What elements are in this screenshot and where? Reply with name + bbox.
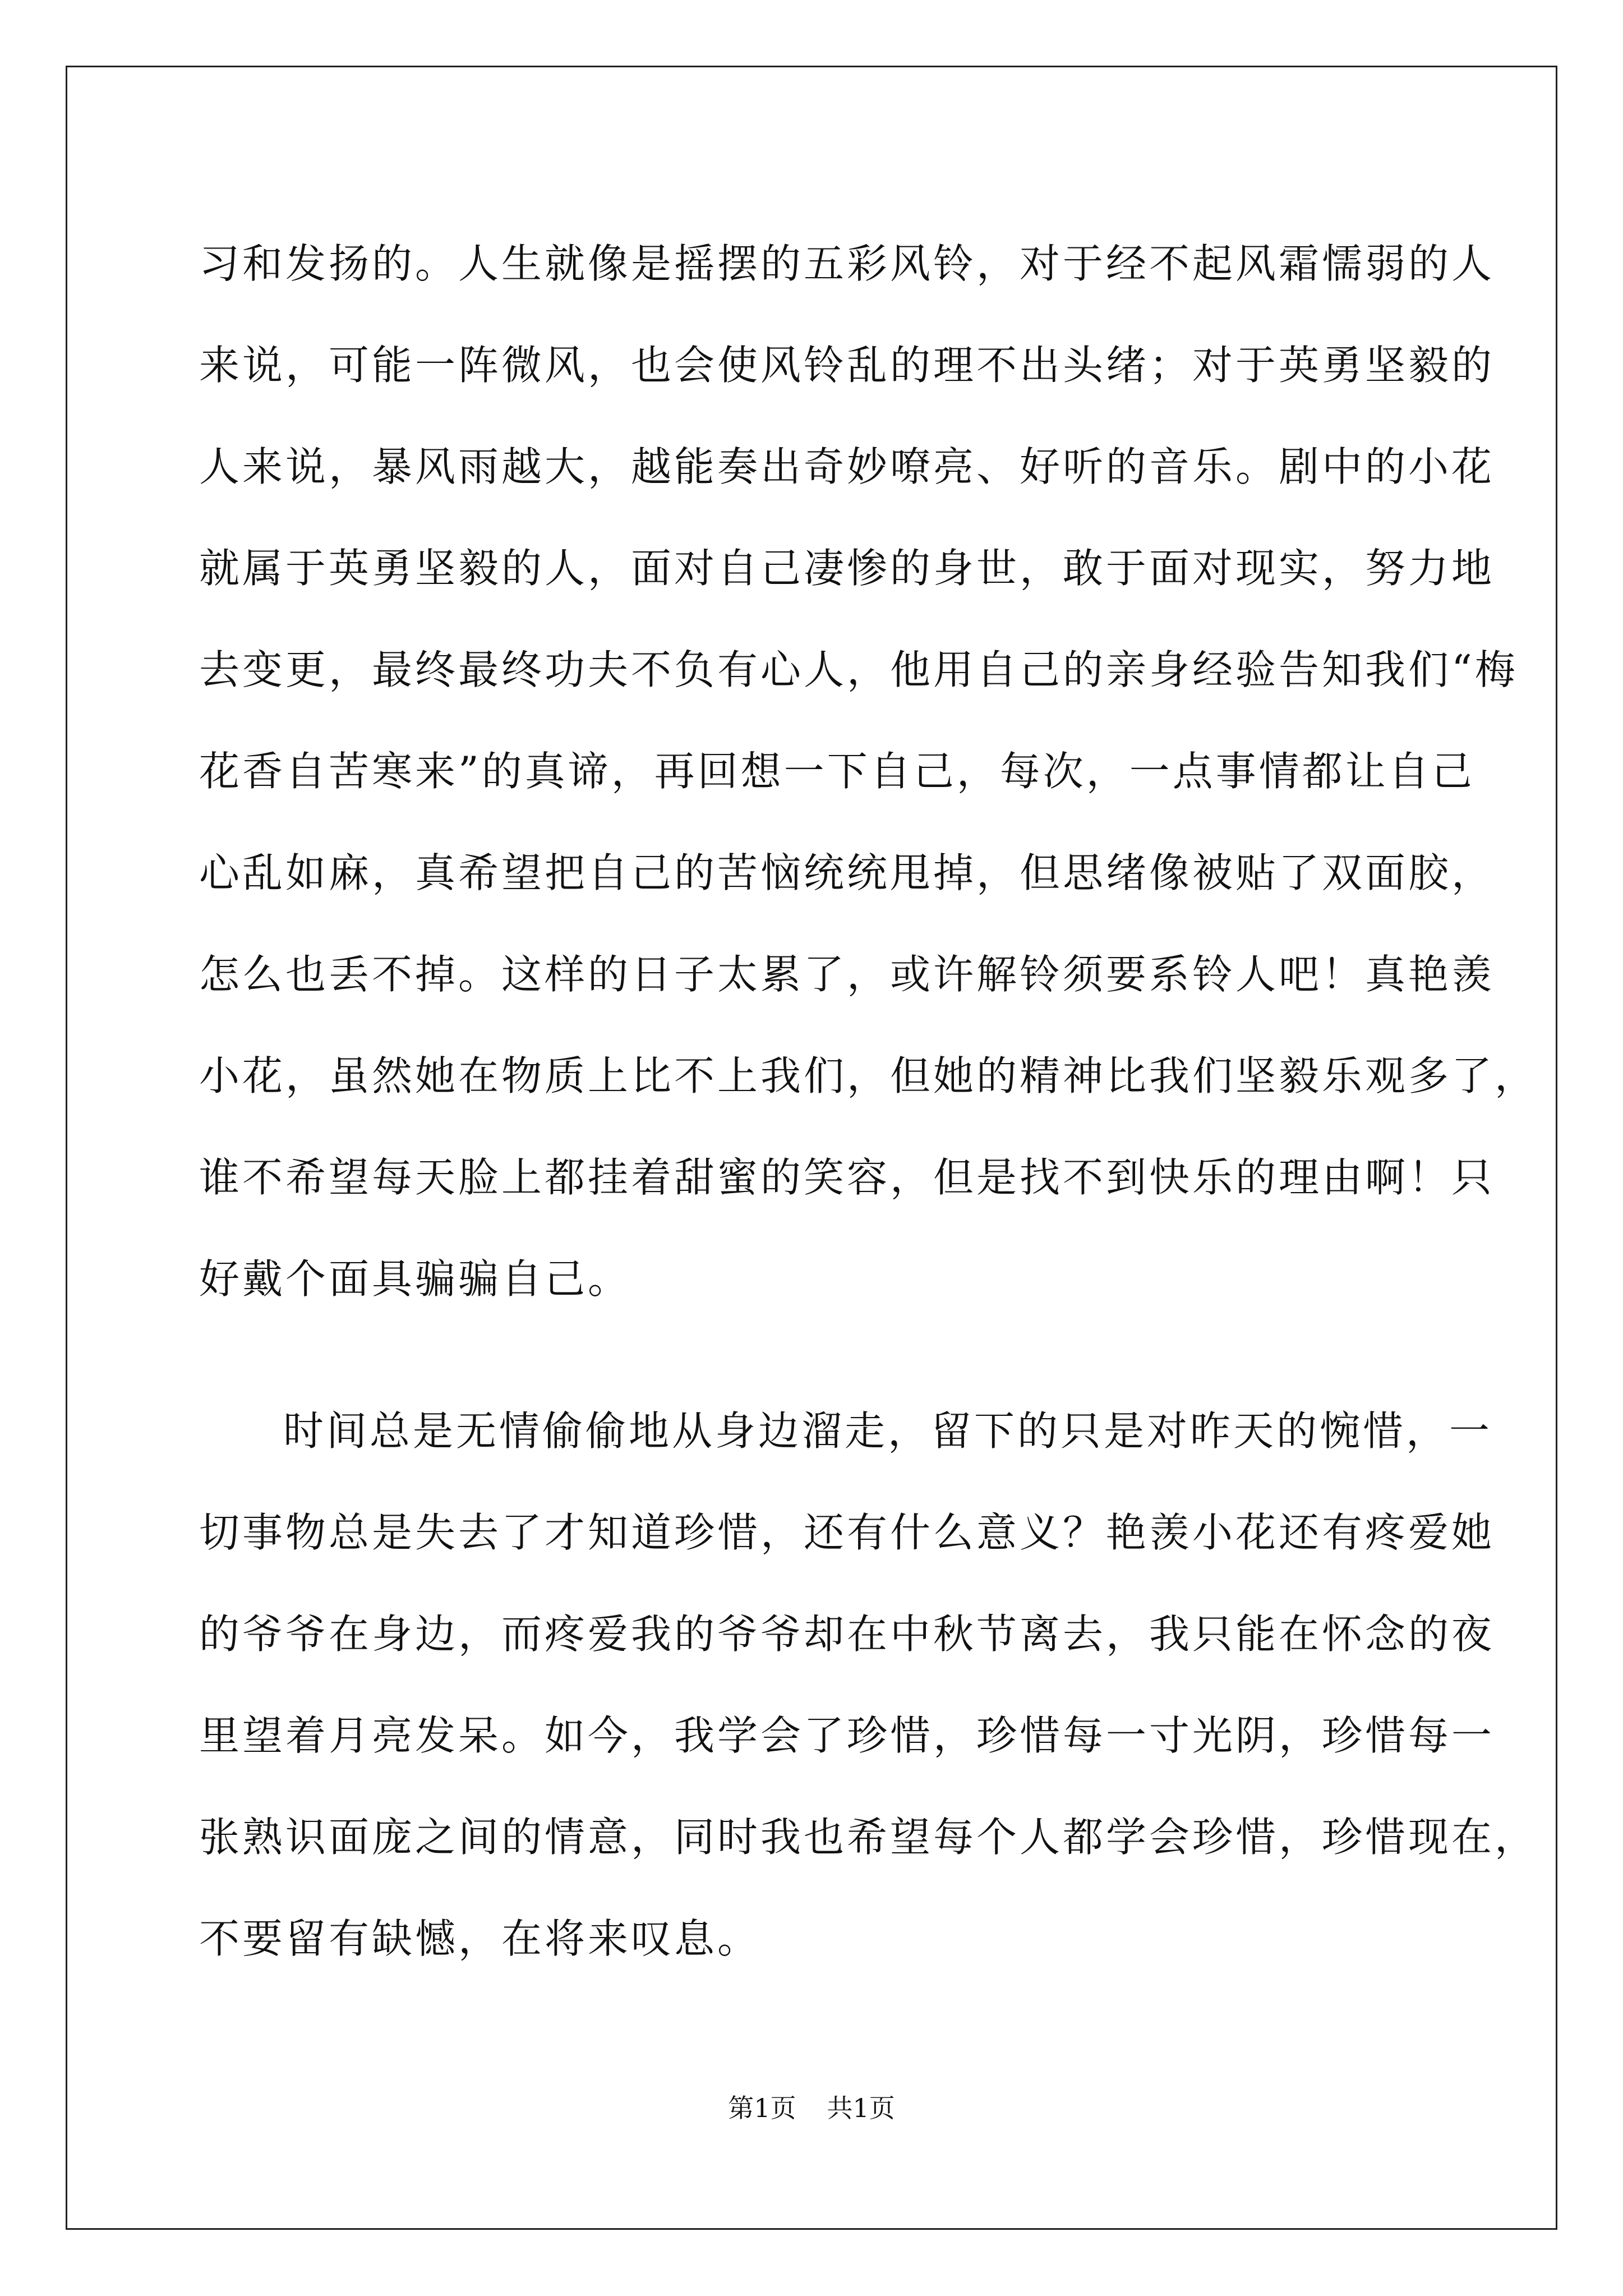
document-body bbox=[199, 213, 1538, 1990]
page-number: 第1页 bbox=[728, 2093, 796, 2123]
text-line: 小花，虽然她在物质上比不上我们，但她的精神比我们坚毅乐观多了， bbox=[199, 1052, 1538, 1099]
paragraph-gap bbox=[199, 1330, 1461, 1381]
text-line: 张熟识面庞之间的情意，同时我也希望每个人都学会珍惜，珍惜现在， bbox=[199, 1814, 1538, 1861]
text-line: 心乱如麻，真希望把自己的苦恼统统甩掉，但思绪像被贴了双面胶， bbox=[199, 849, 1495, 896]
page-total: 共1页 bbox=[827, 2093, 895, 2123]
page-footer bbox=[0, 2091, 1623, 2125]
text-line: 切事物总是失去了才知道珍惜，还有什么意义？艳羡小花还有疼爱她 bbox=[199, 1509, 1495, 1556]
text-line: 来说，可能一阵微风，也会使风铃乱的理不出头绪；对于英勇坚毅的 bbox=[199, 342, 1495, 389]
text-line: 谁不希望每天脸上都挂着甜蜜的笑容，但是找不到快乐的理由啊！只 bbox=[199, 1154, 1495, 1201]
paragraph-2 bbox=[199, 1381, 1538, 1990]
text-line: 里望着月亮发呆。如今，我学会了珍惜，珍惜每一寸光阴，珍惜每一 bbox=[199, 1712, 1495, 1759]
text-line: 花香自苦寒来”的真谛，再回想一下自己，每次，一点事情都让自己 bbox=[199, 748, 1475, 795]
text-line: 就属于英勇坚毅的人，面对自己凄惨的身世，敢于面对现实，努力地 bbox=[199, 545, 1495, 592]
text-line: 人来说，暴风雨越大，越能奏出奇妙嘹亮、好听的音乐。剧中的小花 bbox=[199, 443, 1495, 490]
text-line: 不要留有缺憾，在将来叹息。 bbox=[199, 1915, 761, 1962]
text-line: 的爷爷在身边，而疼爱我的爷爷却在中秋节离去，我只能在怀念的夜 bbox=[199, 1611, 1495, 1658]
text-line: 去变更，最终最终功夫不负有心人，他用自己的亲身经验告知我们“梅 bbox=[199, 646, 1518, 693]
text-line: 怎么也丢不掉。这样的日子太累了，或许解铃须要系铃人吧！真艳羡 bbox=[199, 951, 1495, 998]
text-line: 习和发扬的。人生就像是摇摆的五彩风铃，对于经不起风霜懦弱的人 bbox=[199, 240, 1495, 287]
text-line: 好戴个面具骗骗自己。 bbox=[199, 1255, 631, 1303]
paragraph-1 bbox=[199, 213, 1538, 1330]
text-line: 时间总是无情偷偷地从身边溜走，留下的只是对昨天的惋惜，一 bbox=[283, 1407, 1493, 1455]
